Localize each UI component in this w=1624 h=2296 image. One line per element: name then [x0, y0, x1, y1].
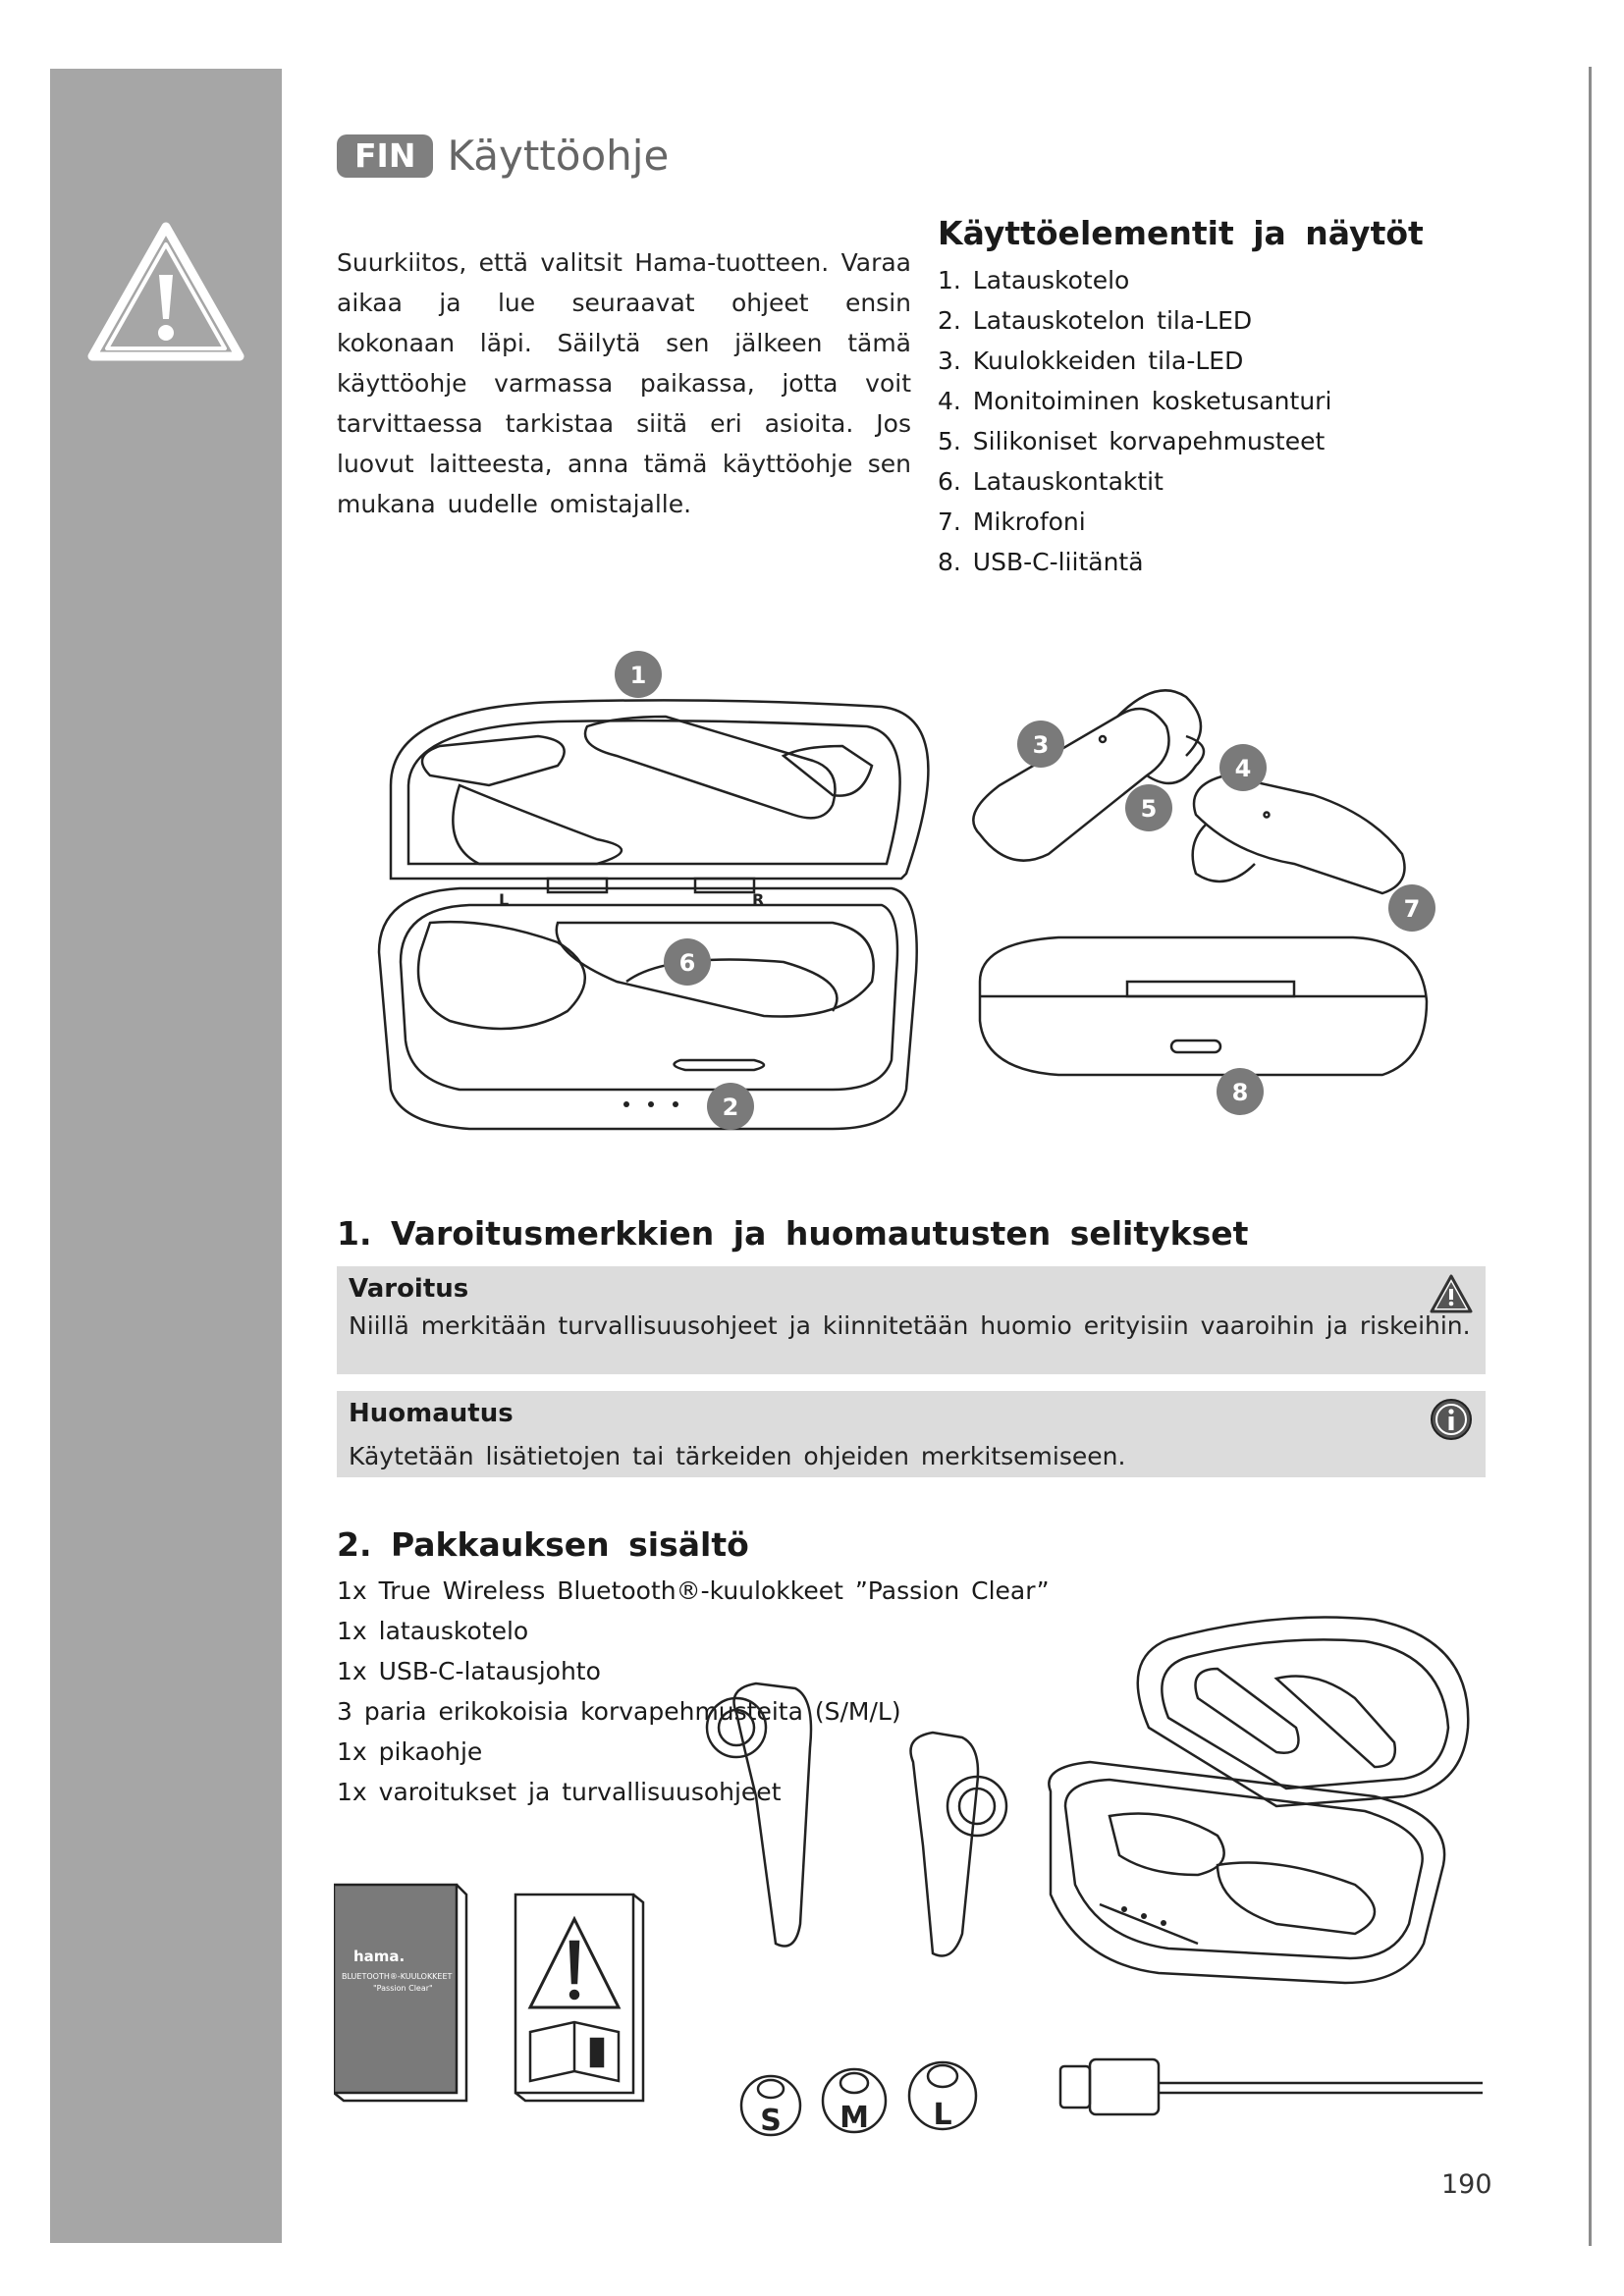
controls-section — [938, 214, 1566, 582]
guide-subtitle: "Passion Clear" — [373, 1984, 433, 1993]
note-text: Käytetään lisätietojen tai tärkeiden ohjeiden merkitsemiseen. — [349, 1442, 1126, 1470]
list-item: 4. Monitoiminen kosketusanturi — [938, 387, 1332, 415]
callout-8 — [1217, 1068, 1264, 1115]
list-item: 3 paria erikokoisia korvapehmusteita (S/M/L) — [337, 1697, 901, 1726]
controls-heading: Käyttöelementit ja näytöt — [938, 214, 1424, 252]
list-item: 1x pikaohje — [337, 1737, 483, 1766]
callout-7 — [1388, 884, 1435, 932]
warning-box — [337, 1266, 1486, 1374]
side-bar — [50, 69, 282, 2243]
left-label: L — [499, 890, 510, 909]
callout-2 — [707, 1083, 754, 1130]
list-item: 1. Latauskotelo — [938, 266, 1130, 294]
callout-4 — [1219, 744, 1267, 791]
language-badge: FIN — [337, 134, 433, 178]
callout-6 — [664, 938, 711, 986]
title-row — [337, 132, 669, 180]
list-item: 1x USB-C-latausjohto — [337, 1657, 601, 1685]
callout-3 — [1017, 721, 1064, 768]
callout-5 — [1125, 784, 1172, 831]
svg-text:3: 3 — [1032, 731, 1050, 759]
list-item: 2. Latauskotelon tila-LED — [938, 306, 1253, 335]
svg-text:4: 4 — [1234, 755, 1252, 782]
page-edge-rule — [1589, 67, 1592, 2246]
list-item: 8. USB-C-liitäntä — [938, 548, 1144, 576]
svg-text:8: 8 — [1231, 1079, 1249, 1106]
svg-text:5: 5 — [1140, 795, 1158, 823]
page-number: 190 — [1441, 2169, 1492, 2200]
info-icon — [1429, 1397, 1474, 1442]
tip-size-s: S — [760, 2104, 782, 2138]
right-label: R — [752, 890, 765, 909]
list-item: 7. Mikrofoni — [938, 507, 1086, 536]
warning-triangle-icon — [86, 221, 245, 363]
intro-paragraph: Suurkiitos, että valitsit Hama-tuotteen. Varaa aikaa ja lue seuraavat ohjeet ensin kokonaan läpi. Säilytä sen jälkeen tämä käyttöohje varmassa paikassa, jotta voit tarvittaessa tarkistaa siitä eri asioita. Jos luovut laitteesta, anna tämä käyttöohje sen mukana uudelle omistajalle. — [337, 248, 911, 518]
tip-size-l: L — [933, 2098, 952, 2132]
guide-brand: hama. — [353, 1948, 406, 1965]
note-title: Huomautus — [349, 1399, 514, 1428]
svg-text:1: 1 — [629, 662, 647, 689]
warning-title: Varoitus — [349, 1274, 469, 1304]
product-diagram — [371, 628, 1451, 1168]
page-title: Käyttöohje — [447, 132, 670, 180]
list-item: 3. Kuulokkeiden tila-LED — [938, 347, 1244, 375]
warning-text: Niillä merkitään turvallisuusohjeet ja kiinnitetään huomio erityisiin vaaroihin ja riskeihin. — [349, 1311, 1471, 1340]
svg-text:2: 2 — [722, 1094, 739, 1121]
guide-title: BLUETOOTH®-KUULOKKEET — [342, 1972, 453, 1981]
package-contents-illustration — [334, 1571, 1492, 2160]
svg-text:7: 7 — [1403, 895, 1421, 923]
section-2-heading: 2. Pakkauksen sisältö — [337, 1525, 749, 1564]
list-item: 1x latauskotelo — [337, 1617, 529, 1645]
note-box — [337, 1391, 1486, 1477]
section-1-heading: 1. Varoitusmerkkien ja huomautusten selitykset — [337, 1214, 1249, 1253]
svg-text:6: 6 — [678, 949, 696, 977]
tip-size-m: M — [839, 2101, 869, 2135]
list-item: 1x True Wireless Bluetooth®-kuulokkeet ”Passion Clear” — [337, 1576, 1050, 1605]
controls-list — [938, 260, 1566, 582]
callout-1 — [615, 651, 662, 698]
list-item: 5. Silikoniset korvapehmusteet — [938, 427, 1326, 455]
list-item: 6. Latauskontaktit — [938, 467, 1164, 496]
warning-triangle-icon — [1429, 1272, 1474, 1317]
list-item: 1x varoitukset ja turvallisuusohjeet — [337, 1778, 782, 1806]
